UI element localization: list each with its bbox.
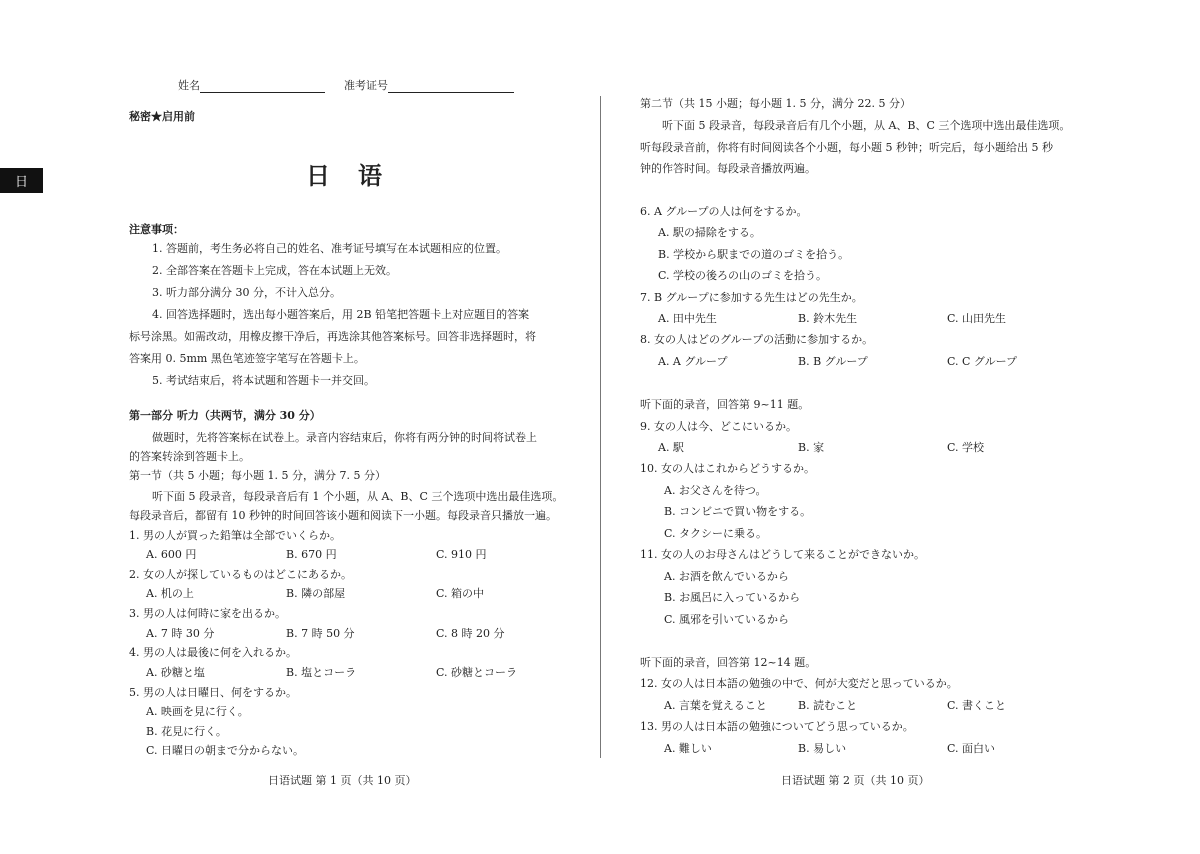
q10-option-b: B. コンビニで買い物をする。 [664,505,812,518]
listen-instruction-9-11: 听下面的录音，回答第 9~11 题。 [640,398,810,411]
q1-option-b: B. 670 円 [286,548,337,561]
q3-option-b: B. 7 時 50 分 [286,627,355,640]
q4-option-a: A. 砂糖と塩 [146,666,205,679]
q12-option-b: B. 読むこと [798,699,858,712]
question-13: 13. 男の人は日本語の勉強についてどう思っているか。 [640,720,914,733]
notice-line: 2. 全部答案在答题卡上完成，答在本试题上无效。 [152,264,397,277]
question-1: 1. 男の人が買った鉛筆は全部でいくらか。 [129,529,341,542]
q11-option-c: C. 風邪を引いているから [664,613,790,626]
q10-option-a: A. お父さんを待つ。 [664,484,767,497]
question-11: 11. 女の人のお母さんはどうして来ることができないか。 [640,548,925,561]
section2-intro: 钟的作答时间。每段录音播放两遍。 [640,162,816,175]
q7-option-a: A. 田中先生 [658,312,717,325]
listen-instruction-12-14: 听下面的录音，回答第 12~14 题。 [640,656,817,669]
q7-option-c: C. 山田先生 [947,312,1007,325]
q10-option-c: C. タクシーに乗る。 [664,527,768,540]
column-divider [600,96,601,758]
q5-option-a: A. 映画を見に行く。 [146,705,249,718]
q5-option-b: B. 花見に行く。 [146,725,227,738]
page-footer-right: 日语试题 第 2 页（共 10 页） [781,774,930,787]
part1-intro: 的答案转涂到答题卡上。 [129,450,250,463]
q8-option-a: A. A グループ [658,355,728,368]
notice-line: 标号涂黑。如需改动，用橡皮擦干净后，再选涂其他答案标号。回答非选择题时，将 [129,330,536,343]
question-7: 7. B グループに参加する先生はどの先生か。 [640,291,863,304]
q13-option-c: C. 面白い [947,742,996,755]
q4-option-b: B. 塩とコーラ [286,666,357,679]
section1-intro: 每段录音后，都留有 10 秒钟的时间回答该小题和阅读下一小题。每段录音只播放一遍。 [129,509,557,522]
q2-option-a: A. 机の上 [146,587,194,600]
page-title: 日语 [306,161,410,190]
notice-line: 4. 回答选择题时，选出每小题答案后，用 2B 铅笔把答题卡上对应题目的答案 [152,308,530,321]
q2-option-b: B. 隣の部屋 [286,587,346,600]
question-12: 12. 女の人は日本語の勉強の中で、何が大変だと思っているか。 [640,677,958,690]
q12-option-c: C. 書くこと [947,699,1007,712]
q8-option-b: B. B グループ [798,355,868,368]
q13-option-a: A. 難しい [664,742,712,755]
question-3: 3. 男の人は何時に家を出るか。 [129,607,286,620]
name-field [178,77,514,93]
part1-title: 第一部分 听力（共两节，满分 30 分） [129,409,321,422]
question-2: 2. 女の人が探しているものはどこにあるか。 [129,568,352,581]
q8-option-c: C. C グループ [947,355,1018,368]
question-9: 9. 女の人は今、どこにいるか。 [640,420,797,433]
question-8: 8. 女の人はどのグループの活動に参加するか。 [640,333,874,346]
notice-line: 1. 答题前，考生务必将自己的姓名、准考证号填写在本试题相应的位置。 [152,242,507,255]
q11-option-b: B. お風呂に入っているから [664,591,801,604]
secret-mark: 秘密★启用前 [129,110,195,123]
question-5: 5. 男の人は日曜日、何をするか。 [129,686,297,699]
q4-option-c: C. 砂糖とコーラ [436,666,518,679]
section2-intro: 听下面 5 段录音，每段录音后有几个小题，从 A、B、C 三个选项中选出最佳选项。 [662,119,1071,132]
notice-line: 3. 听力部分满分 30 分，不计入总分。 [152,286,341,299]
section2-title: 第二节（共 15 小题；每小题 1. 5 分，满分 22. 5 分） [640,97,911,110]
q3-option-a: A. 7 時 30 分 [146,627,215,640]
q3-option-c: C. 8 時 20 分 [436,627,505,640]
q5-option-c: C. 日曜日の朝まで分からない。 [146,744,305,757]
page-footer-left: 日语试题 第 1 页（共 10 页） [268,774,417,787]
q6-option-b: B. 学校から駅までの道のゴミを拾う。 [658,248,850,261]
subject-side-tab: 日 [0,168,43,193]
section2-intro: 听每段录音前，你将有时间阅读各个小题，每小题 5 秒钟；听完后，每小题给出 5 秒 [640,141,1053,154]
question-10: 10. 女の人はこれからどうするか。 [640,462,815,475]
q6-option-c: C. 学校の後ろの山のゴミを拾う。 [658,269,828,282]
question-6: 6. A グループの人は何をするか。 [640,205,808,218]
q6-option-a: A. 駅の掃除をする。 [658,226,761,239]
question-4: 4. 男の人は最後に何を入れるか。 [129,646,297,659]
q1-option-c: C. 910 円 [436,548,487,561]
section1-title: 第一节（共 5 小题；每小题 1. 5 分，满分 7. 5 分） [129,469,386,482]
q11-option-a: A. お酒を飲んでいるから [664,570,789,583]
notice-line: 答案用 0. 5mm 黑色笔迹签字笔写在答题卡上。 [129,352,365,365]
name-label: 姓名 [178,79,200,92]
exam-no-blank [388,80,514,93]
section1-intro: 听下面 5 段录音，每段录音后有 1 个小题，从 A、B、C 三个选项中选出最佳选项。 [152,490,564,503]
q7-option-b: B. 鈴木先生 [798,312,858,325]
exam-no-label: 准考证号 [344,79,388,92]
q1-option-a: A. 600 円 [146,548,197,561]
q9-option-c: C. 学校 [947,441,985,454]
name-blank [200,80,325,93]
q2-option-c: C. 箱の中 [436,587,485,600]
q9-option-b: B. 家 [798,441,825,454]
q13-option-b: B. 易しい [798,742,847,755]
q9-option-a: A. 駅 [658,441,684,454]
notice-line: 5. 考试结束后，将本试题和答题卡一并交回。 [152,374,375,387]
notice-title: 注意事项： [129,223,184,236]
part1-intro: 做题时，先将答案标在试卷上。录音内容结束后，你将有两分钟的时间将试卷上 [152,431,537,444]
q12-option-a: A. 言葉を覚えること [664,699,767,712]
